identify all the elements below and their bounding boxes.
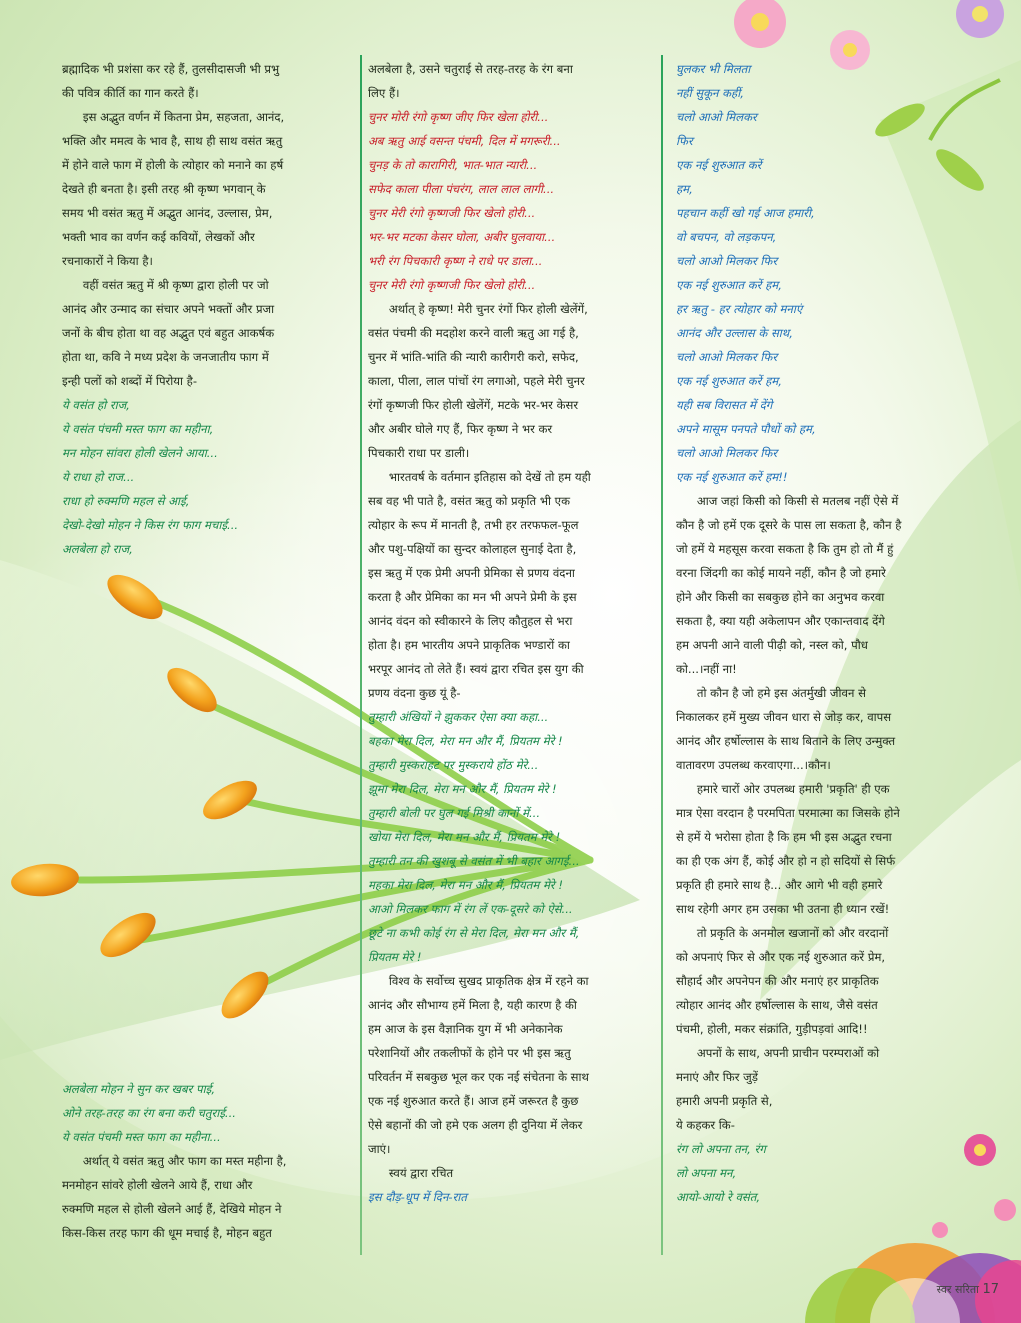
poem-line: तुम्हारी बोली पर घुल गई मिश्री कानों में... — [368, 806, 541, 820]
text-line: को...।नहीं ना! — [676, 662, 737, 676]
poem-line: चलो आओ मिलकर फिर — [676, 446, 778, 460]
poem-line: एक नई शुरुआत करें हम, — [676, 374, 782, 388]
text-line: त्योहार आनंद और हर्षोल्लास के साथ, जैसे वसंत — [676, 998, 878, 1012]
text-line: आज जहां किसी को किसी से मतलब नहीं ऐसे में — [696, 494, 899, 508]
col1-paragraph-1 — [62, 57, 347, 105]
col3-paragraph-4 — [676, 921, 972, 1041]
poem-line: चुनर मेरी रंगो कृष्णजी फिर खेलो होरी... — [368, 206, 536, 220]
poem-line: खोया मेरा दिल, मेरा मन और मैं, प्रियतम मेरे ! — [368, 830, 561, 844]
text-line: मनमोहन सांवरे होली खेलने आये हैं, राधा और — [62, 1178, 253, 1192]
text-line: वरना जिंदगी का कोई मायने नहीं, कौन है जो हमारे — [676, 566, 886, 580]
text-line: कौन है जो हमें एक दूसरे के पास ला सकता है, कौन है — [676, 518, 902, 532]
poem-line: हम, — [676, 182, 693, 196]
col2-paragraph-2 — [368, 297, 653, 465]
col1-folk-song — [62, 393, 347, 561]
poem-line: एक नई शुरुआत करें हम!! — [676, 470, 788, 484]
poem-line: एक नई शुरुआत करें हम, — [676, 278, 782, 292]
text-line: सौहार्द और अपनेपन की और मनाएं हर प्राकृतिक — [676, 974, 879, 988]
text-line: सकता है, क्या यही अकेलापन और एकान्तवाद देंगे — [676, 614, 885, 628]
poem-line: नहीं सुकून कहीं, — [676, 86, 744, 100]
col3-paragraph-5 — [676, 1041, 972, 1137]
text-line: भारतवर्ष के वर्तमान इतिहास को देखें तो हम यही — [388, 470, 591, 484]
text-line: सब वह भी पाते है, वसंत ऋतु को प्रकृति भी एक — [368, 494, 570, 508]
text-line: प्रकृति ही हमारे साथ है... और आगे भी वही हमारे — [676, 878, 883, 892]
poem-line: सफेद काला पीला पंचरंग, लाल लाल लागी... — [368, 182, 555, 196]
text-line: ये कहकर कि- — [676, 1118, 735, 1132]
text-line: परेशानियों और तकलीफों के होने पर भी इस ऋतु — [368, 1046, 571, 1060]
poem-line: ये वसंत पंचमी मस्त फाग का महीना... — [62, 1130, 221, 1144]
col2-poem-start: इस दौड़-धूप में दिन-रात — [368, 1190, 467, 1204]
poem-line: राधा हो रुक्मणि महल से आई, — [62, 494, 190, 508]
text-line: भक्ति और ममत्व के भाव है, साथ ही साथ वसंत ऋतु — [62, 134, 283, 148]
text-line: रुक्मणि महल से होली खेलने आई हैं, देखिये मोहन ने — [62, 1202, 282, 1216]
text-line: इस ऋतु में एक प्रेमी अपनी प्रेमिका से प्रणय वंदना — [368, 566, 575, 580]
text-line: जो हमें ये महसूस करवा सकता है कि तुम हो तो मैं हुं — [676, 542, 894, 556]
text-line: रंगों कृष्णजी फिर होली खेलेंगें, मटके भर-भर केसर — [368, 398, 579, 412]
column-2 — [368, 57, 653, 1209]
poem-line: एक नई शुरुआत करें — [676, 158, 762, 172]
text-line: ऐसे बहानों की जो हमे एक अलग ही दुनिया में लेकर — [368, 1118, 583, 1132]
poem-line: चलो आओ मिलकर फिर — [676, 350, 778, 364]
text-line: प्रणय वंदना कुछ यूं है- — [368, 686, 461, 700]
poem-line: रंग लो अपना तन, रंग — [676, 1142, 766, 1156]
text-line: इस अद्भुत वर्णन में कितना प्रेम, सहजता, आनंद, — [82, 110, 285, 124]
text-line: ब्रह्मादिक भी प्रशंसा कर रहे हैं, तुलसीदासजी भी प्रभु — [62, 62, 280, 76]
column-3 — [676, 57, 972, 1209]
col3-paragraph-3 — [676, 777, 972, 921]
text-line: वसंत पंचमी की मदहोश करने वाली ऋतु आ गई है, — [368, 326, 579, 340]
text-line: हम अपनी आने वाली पीढ़ी को, नस्ल को, पौध — [676, 638, 868, 652]
text-line: का ही एक अंग हैं, कोई और हो न हो सदियों से सिर्फ — [676, 854, 896, 868]
text-line: आनंद और हर्षोल्लास के साथ बिताने के लिए उन्मुक्त — [676, 734, 896, 748]
text-line: की पवित्र कीर्ति का गान करते हैं। — [62, 86, 199, 100]
poem-line: चुनर मोरी रंगो कृष्ण जीए फिर खेला होरी... — [368, 110, 549, 124]
text-line: पिचकारी राधा पर डाली। — [368, 446, 470, 460]
text-line: एक नई शुरुआत करते हैं। आज हमें जरूरत है कुछ — [368, 1094, 579, 1108]
text-line: काला, पीला, लाल पांचों रंग लगाओ, पहले मेरी चुनर — [368, 374, 585, 388]
text-line: चुनर में भांति-भांति की न्यारी कारीगरी करो, सफेद, — [368, 350, 579, 364]
poem-line: ये वसंत हो राज, — [62, 398, 130, 412]
text-line: से हमें ये भरोसा होता है कि हम भी इस अद्भुत रचना — [676, 830, 892, 844]
poem-line: चलो आओ मिलकर — [676, 110, 757, 124]
poem-line: ये वसंत पंचमी मस्त फाग का महीना, — [62, 422, 214, 436]
col1-paragraph-2 — [62, 105, 347, 273]
text-line: किस-किस तरह फाग की धूम मचाई है, मोहन बहुत — [62, 1226, 272, 1240]
column-divider-left — [360, 55, 362, 1255]
text-line: इन्ही पलों को शब्दों में पिरोया है- — [62, 374, 198, 388]
col2-paragraph-1 — [368, 57, 653, 105]
poem-line: ओने तरह-तरह का रंग बना करी चतुराई... — [62, 1106, 236, 1120]
col3-closing-poem — [676, 1137, 972, 1209]
poem-line: चुनर मेरी रंगो कृष्णजी फिर खेलो होरी... — [368, 278, 536, 292]
text-line: देखते ही बनता है। इसी तरह श्री कृष्ण भगवान् के — [62, 182, 266, 196]
poem-line: आनंद और उल्लास के साथ, — [676, 326, 793, 340]
text-line: अर्थात् हे कृष्ण! मेरी चुनर रंगों फिर होली खेलेंगें, — [388, 302, 588, 316]
text-line: निकालकर हमें मुख्य जीवन धारा से जोड़ कर, वापस — [676, 710, 892, 724]
text-line: मात्र ऐसा वरदान है परमपिता परमात्मा का जिसके होने — [676, 806, 900, 820]
col2-paragraph-3 — [368, 465, 653, 705]
text-line: विश्व के सर्वोच्च सुखद प्राकृतिक क्षेत्र में रहने का — [388, 974, 589, 988]
poem-line: प्रियतम मेरे ! — [368, 950, 422, 964]
text-line: करता है और प्रेमिका का मन भी अपने प्रेमी के इस — [368, 590, 577, 604]
text-line: त्योहार के रूप में मानती है, तभी हर तरफफल-फूल — [368, 518, 579, 532]
poem-line: वो बचपन, वो लड़कपन, — [676, 230, 777, 244]
col1-paragraph-3 — [62, 273, 347, 393]
text-line: आनंद वंदन को स्वीकारने के लिए कौतुहल से भरा — [368, 614, 573, 628]
magazine-name: स्वर सरिता — [936, 1283, 979, 1296]
col2-paragraph-5: स्वयं द्वारा रचित — [388, 1166, 454, 1180]
text-line: और पशु-पक्षियों का सुन्दर कोलाहल सुनाई देता है, — [368, 542, 577, 556]
poem-line: भरी रंग पिचकारी कृष्ण ने राधे पर डाला... — [368, 254, 543, 268]
text-line: तो प्रकृति के अनमोल खजानों को और वरदानों — [696, 926, 889, 940]
text-line: रचनाकारों ने किया है। — [62, 254, 153, 268]
poem-line: फिर — [676, 134, 693, 148]
poem-line: छूटे ना कभी कोई रंग से मेरा दिल, मेरा मन और मैं, — [368, 926, 580, 940]
col3-paragraph-1 — [676, 489, 972, 681]
text-line: अपनों के साथ, अपनी प्राचीन परम्पराओं को — [696, 1046, 880, 1060]
poem-line: अपने मासूम पनपते पौधों को हम, — [676, 422, 816, 436]
poem-line: चुनड़ के तो कारागिरी, भात-भात न्यारी... — [368, 158, 538, 172]
poem-line: महका मेरा दिल, मेरा मन और मैं, प्रियतम मेरे ! — [368, 878, 564, 892]
text-line: लिए हैं। — [368, 86, 400, 100]
text-line: वातावरण उपलब्ध करवाएगा...।कौन। — [676, 758, 831, 772]
text-line: पंचमी, होली, मकर संक्रांति, गुड़ीपड़वां आदि!! — [676, 1022, 868, 1036]
text-line: आनंद और सौभाग्य हमें मिला है, यही कारण है की — [368, 998, 577, 1012]
poem-line: आओ मिलकर फाग में रंग लें एक-दूसरे को ऐसे... — [368, 902, 573, 916]
column-1-bottom — [62, 1077, 347, 1245]
poem-line: घुलकर भी मिलता — [676, 62, 751, 76]
page-number: 17 — [982, 1282, 999, 1297]
text-line: अलबेला है, उसने चतुराई से तरह-तरह के रंग बना — [368, 62, 573, 76]
poem-line: यही सब विरासत में देंगे — [676, 398, 773, 412]
text-line: हमारी अपनी प्रकृति से, — [676, 1094, 773, 1108]
poem-line: अलबेला हो राज, — [62, 542, 133, 556]
text-line: होता है। हम भारतीय अपने प्राकृतिक भण्डारों का — [368, 638, 570, 652]
poem-line: बहका मेरा दिल, मेरा मन और मैं, प्रियतम मेरे ! — [368, 734, 563, 748]
poem-line: झूमा मेरा दिल, मेरा मन और मैं, प्रियतम मेरे ! — [368, 782, 557, 796]
poem-line: तुम्हारी अंखियों ने झुककर ऐसा क्या कहा... — [368, 710, 549, 724]
text-line: होता था, कवि ने मध्य प्रदेश के जनजातीय फाग में — [62, 350, 269, 364]
poem-line: देखो-देखो मोहन ने किस रंग फाग मचाई... — [62, 518, 239, 532]
text-line: हम आज के इस वैज्ञानिक युग में भी अनेकानेक — [368, 1022, 563, 1036]
text-line: तो कौन है जो हमे इस अंतर्मुखी जीवन से — [696, 686, 866, 700]
poem-line: लो अपना मन, — [676, 1166, 737, 1180]
text-line: साथ रहेगी अगर हम उसका भी उतना ही ध्यान रखें! — [676, 902, 890, 916]
text-line: आनंद और उन्माद का संचार अपने भक्तों और प्रजा — [62, 302, 275, 316]
col1-paragraph-4 — [62, 1149, 347, 1245]
col3-paragraph-2 — [676, 681, 972, 777]
poem-line: आयो-आयो रे वसंत, — [676, 1190, 761, 1204]
poem-line: तुम्हारी तन की खुशबू से वसंत में भी बहार आगई... — [368, 854, 580, 868]
text-line: हमारे चारों ओर उपलब्ध हमारी 'प्रकृति' ही एक — [696, 782, 890, 796]
col2-love-poem — [368, 705, 653, 969]
text-line: भरपूर आनंद तो लेते हैं। स्वयं द्वारा रचित इस युग की — [368, 662, 584, 676]
poem-line: पहचान कहीं खो गई आज हमारी, — [676, 206, 815, 220]
column-1 — [62, 57, 347, 561]
col2-paragraph-4 — [368, 969, 653, 1161]
text-line: मनाएं और फिर जुड़ें — [676, 1070, 758, 1084]
poem-line: मन मोहन सांवरा होली खेलने आया... — [62, 446, 218, 460]
text-line: होने और किसी का सबकुछ होने का अनुभव करवा — [676, 590, 885, 604]
text-line: परिवर्तन में सबकुछ भूल कर एक नई संचेतना के साथ — [368, 1070, 589, 1084]
text-line: जनों के बीच होता था वह अद्भुत एवं बहुत आकर्षक — [62, 326, 275, 340]
poem-line: तुम्हारी मुस्कराहट पर मुस्कराये होंठ मेरे... — [368, 758, 539, 772]
poem-line: अब ऋतु आई वसन्त पंचमी, दिल में मगरूरी... — [368, 134, 561, 148]
poem-line: चलो आओ मिलकर फिर — [676, 254, 778, 268]
text-line: और अबीर घोले गए हैं, फिर कृष्ण ने भर कर — [368, 422, 553, 436]
column-divider-right — [661, 55, 663, 1255]
poem-line: ये राधा हो राज... — [62, 470, 135, 484]
col1-folk-song-continued — [62, 1077, 347, 1149]
poem-line: भर-भर मटका केसर घोला, अबीर घुलवाया... — [368, 230, 556, 244]
text-line: वहीं वसंत ऋतु में श्री कृष्ण द्वारा होली पर जो — [82, 278, 269, 292]
poem-line: हर ऋतु - हर त्योहार को मनाएं — [676, 302, 803, 316]
text-line: अर्थात् ये वसंत ऋतु और फाग का मस्त महीना है, — [82, 1154, 287, 1168]
col3-poem — [676, 57, 972, 489]
text-line: को अपनाएं फिर से और एक नई शुरुआत करें प्रेम, — [676, 950, 886, 964]
text-line: भक्ती भाव का वर्णन कई कवियों, लेखकों और — [62, 230, 255, 244]
page-footer — [937, 1282, 999, 1297]
text-line: जाएं। — [368, 1142, 391, 1156]
poem-line: अलबेला मोहन ने सुन कर खबर पाई, — [62, 1082, 216, 1096]
text-line: में होने वाले फाग में होली के त्योहार को मनाने का हर्ष — [62, 158, 284, 172]
col2-holi-song — [368, 105, 653, 297]
text-line: समय भी वसंत ऋतु में अद्भुत आनंद, उल्लास, प्रेम, — [62, 206, 273, 220]
